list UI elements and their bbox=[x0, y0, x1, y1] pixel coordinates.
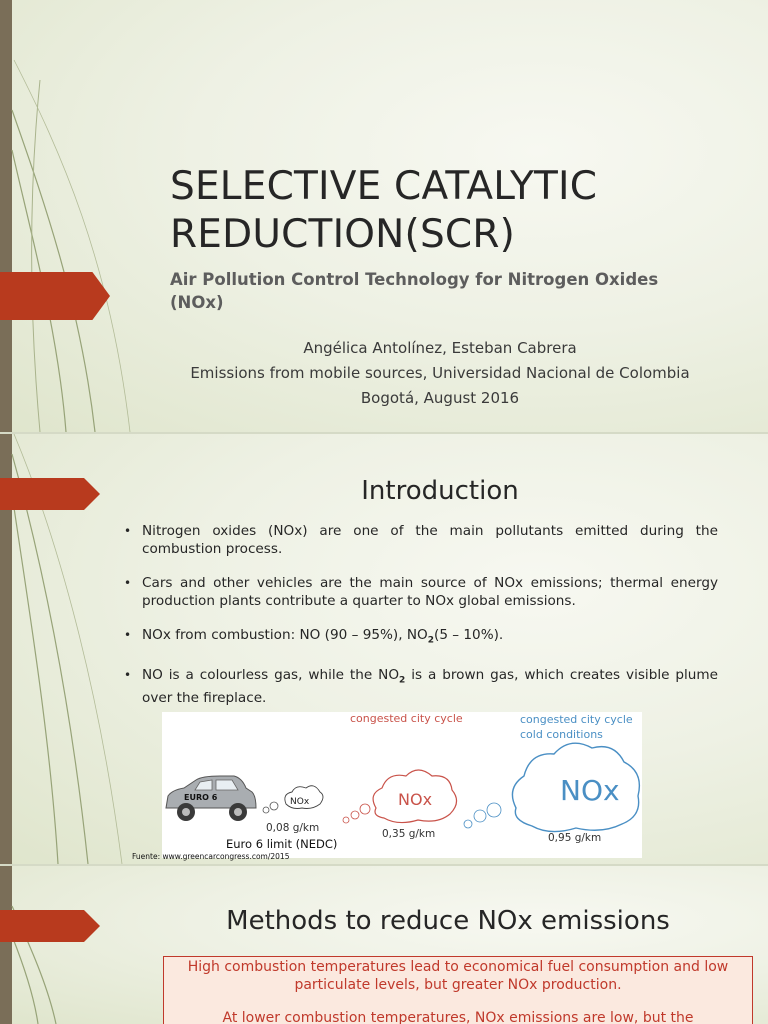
bullet-text: Nitrogen oxides (NOx) are one of the main pollutants emitted during the combustion process. bbox=[142, 523, 718, 557]
bullet-text: (5 – 10%). bbox=[434, 627, 504, 643]
value-large: 0,95 g/km bbox=[548, 832, 602, 844]
medium-nox-cloud bbox=[373, 770, 456, 823]
title-line-2: REDUCTION(SCR) bbox=[170, 212, 516, 257]
bullet-text: Cars and other vehicles are the main source of NOx emissions; thermal energy production plants contribute a quarter to NOx global emissions. bbox=[142, 575, 718, 609]
nox-small-label: NOx bbox=[290, 797, 310, 807]
affiliation-line: Emissions from mobile sources, Universidad Nacional de Colombia bbox=[190, 364, 690, 382]
callout-paragraph-2: At lower combustion temperatures, NOx emissions are low, but the bbox=[222, 1010, 694, 1024]
place-date-line: Bogotá, August 2016 bbox=[360, 389, 520, 407]
value-small: 0,08 g/km bbox=[266, 822, 320, 834]
decorative-swoosh bbox=[0, 866, 140, 1024]
nox-large-label: NOx bbox=[560, 774, 620, 807]
intro-bullet-list bbox=[124, 522, 718, 723]
author-block bbox=[140, 336, 740, 411]
bullet-item bbox=[124, 522, 718, 558]
bullet-text: is a brown gas, which creates visible plume over the fireplace. bbox=[142, 666, 719, 707]
title-line-1: SELECTIVE CATALYTIC bbox=[170, 164, 598, 209]
car-badge: EURO 6 bbox=[184, 793, 218, 802]
bullet-item bbox=[124, 626, 718, 650]
subscript: 2 bbox=[399, 675, 406, 686]
car-icon bbox=[166, 776, 256, 821]
nox-emissions-figure bbox=[162, 712, 642, 858]
source-note: Fuente: www.greencarcongress.com/2015 bbox=[132, 852, 290, 861]
bullet-text: NO is a colourless gas, while the NO bbox=[142, 666, 400, 683]
callout-paragraph-1: High combustion temperatures lead to economical fuel consumption and low particulate levels, but greater NOx production. bbox=[187, 959, 729, 993]
cold-label-line-1: congested city cycle bbox=[520, 713, 633, 726]
title-accent-tab bbox=[0, 272, 110, 320]
slide-heading: Introduction bbox=[361, 476, 519, 506]
congested-cycle-label: congested city cycle bbox=[350, 712, 463, 725]
slide-introduction bbox=[0, 434, 768, 864]
slide-heading: Methods to reduce NOx emissions bbox=[226, 906, 670, 936]
small-nox-cloud bbox=[285, 786, 323, 809]
bullet-text: NOx from combustion: NO (90 – 95%), NO bbox=[142, 627, 428, 643]
cold-label-line-2: cold conditions bbox=[520, 728, 603, 741]
slide-methods bbox=[0, 866, 768, 1024]
presentation-subtitle: Air Pollution Control Technology for Nitrogen Oxides (NOx) bbox=[170, 270, 659, 312]
bullet-item bbox=[124, 666, 718, 708]
nox-medium-label: NOx bbox=[398, 790, 433, 809]
authors-line: Angélica Antolínez, Esteban Cabrera bbox=[303, 339, 577, 357]
presentation-title bbox=[170, 163, 597, 259]
figure-caption: Euro 6 limit (NEDC) bbox=[226, 837, 338, 851]
large-nox-cloud bbox=[512, 743, 639, 831]
info-callout-box bbox=[163, 956, 753, 1024]
subscript: 2 bbox=[427, 635, 435, 646]
bullet-item bbox=[124, 574, 718, 610]
decorative-swoosh bbox=[0, 0, 140, 432]
slide-title bbox=[0, 0, 768, 432]
value-medium: 0,35 g/km bbox=[382, 828, 436, 840]
